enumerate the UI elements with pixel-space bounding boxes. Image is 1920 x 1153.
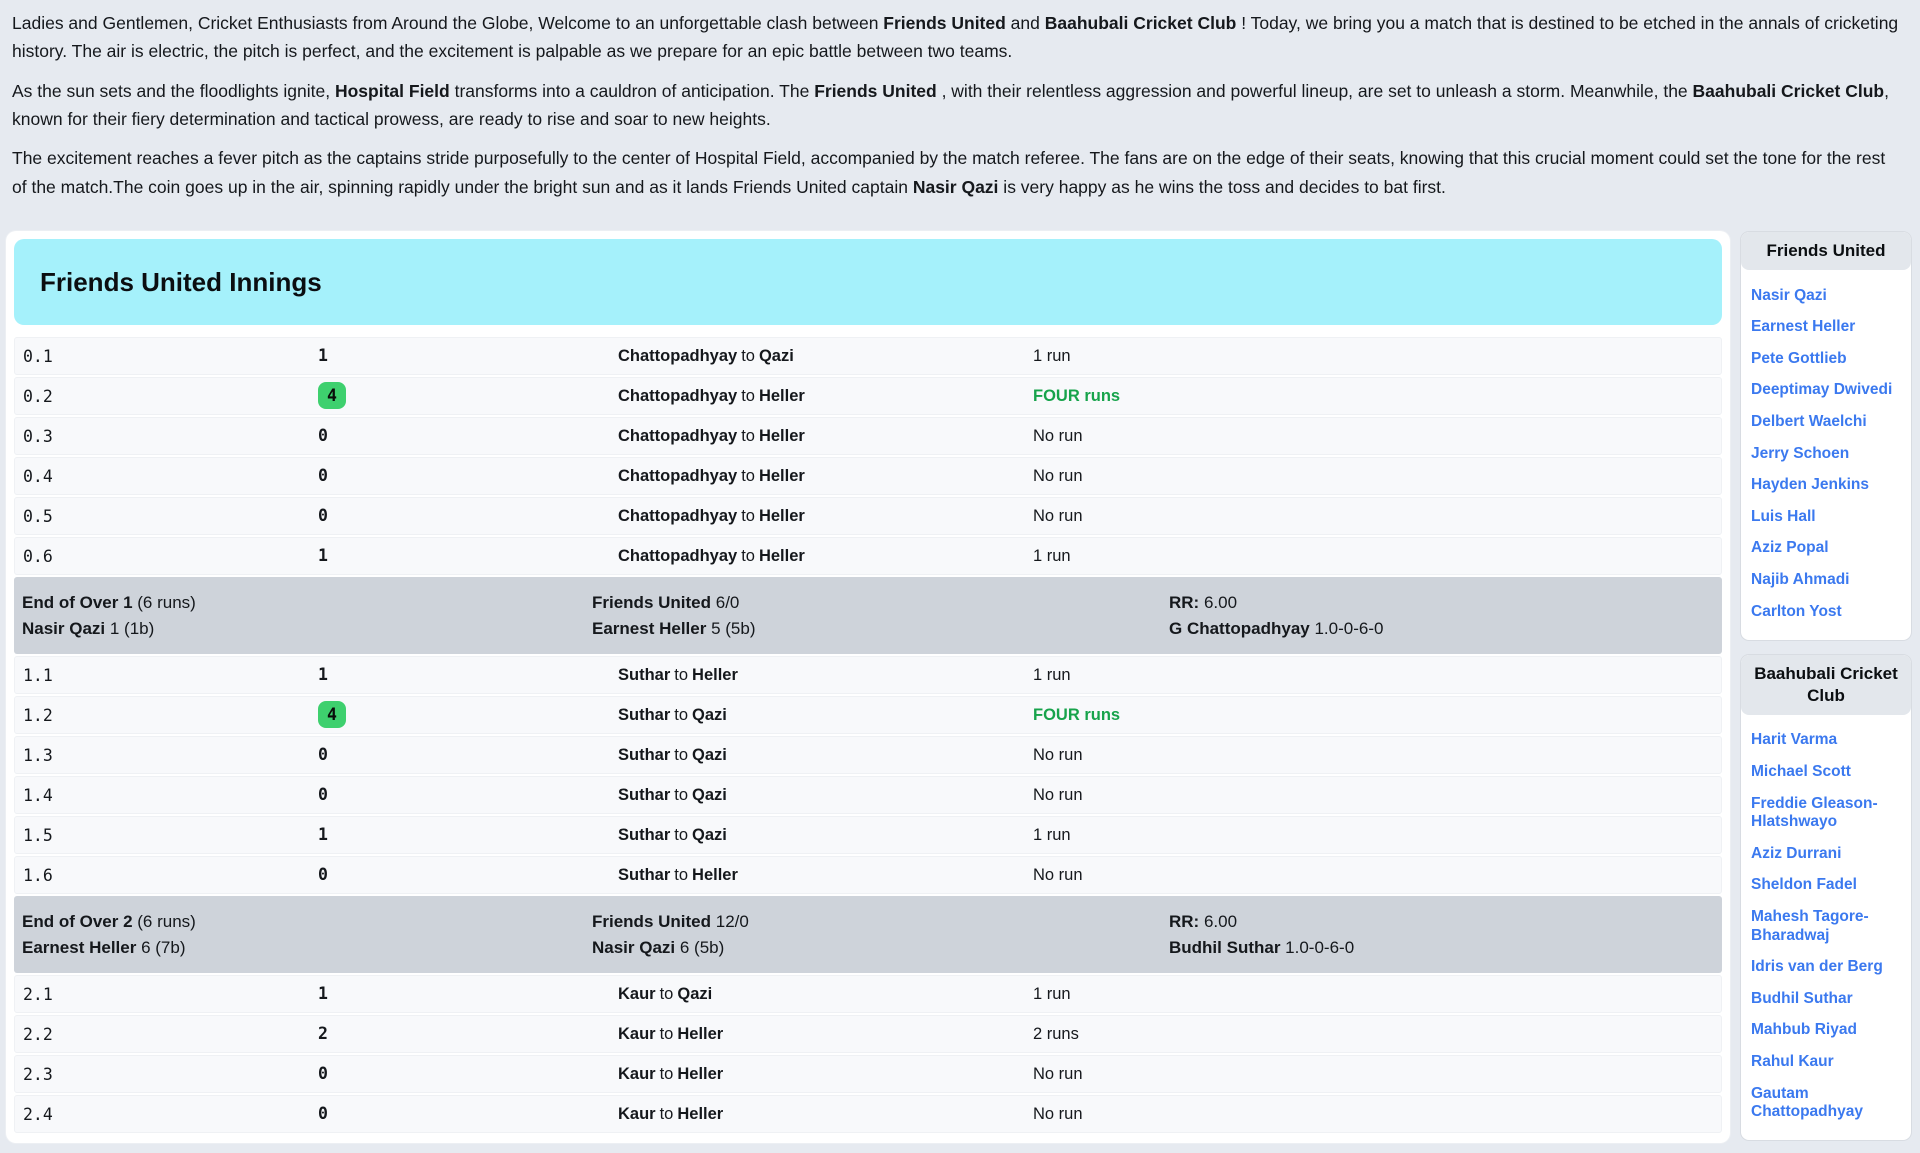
end-over-runs-note: (6 runs)	[132, 912, 196, 932]
player-link[interactable]: Luis Hall	[1751, 507, 1816, 525]
bowler-name: G Chattopadhyay	[1169, 618, 1310, 638]
ball-row	[14, 497, 1722, 535]
ball-number: 1.1	[23, 665, 53, 685]
player-link[interactable]: Rahul Kaur	[1751, 1052, 1834, 1070]
player-link[interactable]: Najib Ahmadi	[1751, 571, 1850, 588]
ball-runs-cell	[318, 386, 618, 406]
ball-runs-cell	[318, 785, 618, 805]
ball-commentary: 2 runs	[1033, 1024, 1079, 1043]
bowler-name: Suthar	[618, 825, 671, 844]
player-link[interactable]: Nasir Qazi	[1751, 286, 1827, 304]
end-over-bowler	[1169, 935, 1722, 961]
ball-runs-cell	[318, 865, 618, 885]
player-link[interactable]: Pete Gottlieb	[1751, 349, 1847, 367]
end-over-bowler	[1169, 616, 1722, 642]
venue-name-mention: Hospital Field	[334, 80, 450, 101]
ball-number: 1.3	[23, 745, 53, 765]
team-card-friends-united	[1740, 231, 1912, 641]
player-link[interactable]: Jerry Schoen	[1751, 444, 1850, 462]
ball-matchup	[618, 746, 1033, 765]
bowler-name: Suthar	[618, 785, 671, 804]
to-label: to	[741, 466, 755, 485]
bowler-name: Chattopadhyay	[618, 546, 738, 565]
ball-number: 2.4	[23, 1104, 53, 1124]
end-over-team-score	[592, 909, 1169, 935]
text-segment: , with their relentless aggression and powerful lineup, are set to unleash a storm. Meanwhile, the	[936, 80, 1693, 101]
batsman-name: Heller	[758, 546, 805, 565]
bowler-name: Suthar	[618, 745, 671, 764]
end-over-column-score	[592, 909, 1169, 960]
ball-number: 2.2	[23, 1024, 53, 1044]
batsman-name: Qazi	[692, 785, 727, 804]
ball-row	[14, 975, 1722, 1013]
ball-runs-cell	[318, 346, 618, 366]
text-segment: and	[1005, 13, 1045, 33]
bowler-name: Chattopadhyay	[618, 466, 738, 485]
non-striker-name: Earnest Heller	[592, 618, 707, 638]
ball-runs-cell	[318, 825, 618, 845]
ball-number: 1.6	[23, 865, 53, 885]
text-segment: As the sun sets and the floodlights ignite,	[12, 80, 335, 101]
ball-matchup	[618, 387, 1033, 406]
player-link[interactable]: Budhil Suthar	[1751, 989, 1853, 1007]
ball-runs-cell	[318, 705, 618, 725]
ball-matchup	[618, 1105, 1033, 1124]
ball-commentary: No run	[1033, 1104, 1083, 1123]
end-over-heading	[22, 909, 592, 935]
batsman-name: Heller	[758, 386, 805, 405]
ball-commentary: 1 run	[1033, 346, 1071, 365]
end-over-heading	[22, 590, 592, 616]
ball-runs-value: 4	[318, 382, 346, 409]
player-link[interactable]: Idris van der Berg	[1751, 958, 1883, 976]
to-label: to	[741, 386, 755, 405]
to-label: to	[659, 984, 674, 1003]
ball-matchup	[618, 507, 1033, 526]
end-over-runs-note: (6 runs)	[132, 593, 196, 613]
player-link[interactable]: Delbert Waelchi	[1751, 413, 1867, 431]
team-name-mention: Baahubali Cricket Club	[1692, 80, 1885, 101]
ball-runs-cell	[318, 1064, 618, 1084]
end-of-over-summary	[14, 896, 1722, 973]
end-over-title: End of Over 1	[22, 593, 133, 613]
ball-runs-cell	[318, 546, 618, 566]
to-label: to	[659, 1064, 674, 1083]
ball-commentary: FOUR runs	[1033, 705, 1121, 724]
bowler-name: Budhil Suthar	[1169, 937, 1281, 957]
player-link[interactable]: Earnest Heller	[1751, 318, 1856, 336]
ball-matchup	[618, 985, 1033, 1004]
ball-row	[14, 776, 1722, 814]
striker-name: Nasir Qazi	[22, 618, 106, 638]
end-over-non-striker	[592, 935, 1169, 961]
ball-matchup	[618, 706, 1033, 725]
bowler-name: Kaur	[618, 1064, 656, 1083]
ball-runs-value: 1	[318, 665, 328, 685]
text-segment: Ladies and Gentlemen, Cricket Enthusiasts from Around the Globe, Welcome to an unforgettable clash between	[12, 13, 884, 33]
team-name: Friends United	[592, 912, 712, 932]
ball-row	[14, 377, 1722, 415]
ball-runs-value: 1	[318, 825, 328, 845]
bowler-figures: 1.0-0-6-0	[1309, 618, 1384, 638]
team-name: Friends United	[592, 593, 712, 613]
ball-row	[14, 816, 1722, 854]
end-over-non-striker	[592, 616, 1169, 642]
bowler-name: Suthar	[618, 865, 671, 884]
ball-number: 2.1	[23, 984, 53, 1004]
ball-runs-cell	[318, 1104, 618, 1124]
player-link[interactable]: Harit Varma	[1751, 731, 1838, 749]
team-name-mention: Friends United	[883, 13, 1006, 33]
ball-runs-value: 0	[318, 865, 328, 885]
ball-runs-cell	[318, 984, 618, 1004]
ball-matchup	[618, 826, 1033, 845]
to-label: to	[674, 785, 689, 804]
striker-stat: 6 (7b)	[136, 937, 186, 957]
ball-by-ball-list	[14, 337, 1722, 1133]
run-rate-label: RR:	[1169, 593, 1200, 613]
ball-runs-cell	[318, 745, 618, 765]
ball-runs-value: 1	[318, 984, 328, 1004]
end-over-striker	[22, 935, 592, 961]
player-link[interactable]: Mahesh Tagore-Bharadwaj	[1751, 907, 1869, 944]
run-rate-value: 6.00	[1199, 912, 1238, 932]
ball-runs-value: 0	[318, 1104, 328, 1124]
player-link[interactable]: Gautam Chattopadhyay	[1751, 1084, 1863, 1121]
player-link[interactable]: Carlton Yost	[1751, 602, 1842, 620]
to-label: to	[741, 346, 755, 365]
team-name-mention: Friends United	[814, 80, 937, 101]
text-segment: ! Today, we bring you a match that is destined to be etched in the annals of cricketing history. The air is electric, the pitch is perfect, and the excitement is palpable as we prepare for an epic battle between two teams.	[12, 13, 1899, 62]
ball-commentary: 1 run	[1033, 665, 1071, 684]
batsman-name: Qazi	[758, 346, 794, 365]
ball-commentary: No run	[1033, 506, 1083, 525]
bowler-name: Kaur	[618, 1104, 656, 1123]
batsman-name: Heller	[677, 1024, 724, 1043]
to-label: to	[741, 506, 755, 525]
intro-paragraph-2	[12, 77, 1904, 134]
team-card-title: Friends United	[1741, 232, 1911, 270]
ball-matchup	[618, 1025, 1033, 1044]
end-over-column-bowling	[1169, 909, 1722, 960]
ball-row	[14, 337, 1722, 375]
bowler-name: Chattopadhyay	[618, 426, 738, 445]
ball-number: 0.5	[23, 506, 53, 526]
batsman-name: Heller	[677, 1064, 724, 1083]
ball-commentary: FOUR runs	[1033, 386, 1121, 405]
ball-row	[14, 457, 1722, 495]
end-over-run-rate	[1169, 909, 1722, 935]
bowler-name: Chattopadhyay	[618, 506, 738, 525]
ball-matchup	[618, 1065, 1033, 1084]
ball-number: 0.1	[23, 346, 53, 366]
player-link[interactable]: Freddie Gleason-Hlatshwayo	[1751, 794, 1878, 831]
text-segment: is very happy as he wins the toss and decides to bat first.	[998, 176, 1446, 197]
team-name-mention: Baahubali Cricket Club	[1044, 13, 1237, 33]
ball-matchup	[618, 467, 1033, 486]
ball-number: 1.2	[23, 705, 53, 725]
innings-title: Friends United Innings	[40, 266, 322, 297]
end-over-column-over	[22, 909, 592, 960]
batsman-name: Heller	[758, 506, 805, 525]
end-over-team-score	[592, 590, 1169, 616]
to-label: to	[659, 1104, 674, 1123]
ball-row	[14, 1055, 1722, 1093]
bowler-name: Suthar	[618, 705, 671, 724]
ball-number: 0.6	[23, 546, 53, 566]
player-list-friends-united	[1741, 280, 1911, 628]
to-label: to	[741, 546, 755, 565]
team-score: 6/0	[711, 593, 740, 613]
ball-number: 1.4	[23, 785, 53, 805]
ball-commentary: No run	[1033, 1064, 1083, 1083]
ball-runs-value: 0	[318, 506, 328, 526]
ball-runs-cell	[318, 1024, 618, 1044]
teams-sidebar	[1740, 231, 1912, 1141]
ball-row	[14, 736, 1722, 774]
batsman-name: Heller	[692, 865, 738, 884]
team-card-baahubali-cricket-club	[1740, 654, 1912, 1142]
end-over-column-score	[592, 590, 1169, 641]
player-link[interactable]: Aziz Durrani	[1751, 844, 1842, 862]
ball-runs-value: 0	[318, 785, 328, 805]
end-over-column-over	[22, 590, 592, 641]
ball-row	[14, 537, 1722, 575]
run-rate-value: 6.00	[1199, 593, 1238, 613]
ball-matchup	[618, 786, 1033, 805]
ball-number: 0.2	[23, 386, 53, 406]
intro-paragraph-3	[12, 144, 1904, 201]
batsman-name: Qazi	[692, 745, 727, 764]
bowler-name: Kaur	[618, 984, 656, 1003]
end-of-over-summary	[14, 577, 1722, 654]
non-striker-name: Nasir Qazi	[592, 937, 676, 957]
player-list-baahubali-cricket-club	[1741, 725, 1911, 1128]
ball-row	[14, 1015, 1722, 1053]
ball-runs-value: 0	[318, 1064, 328, 1084]
non-striker-stat: 6 (5b)	[675, 937, 725, 957]
to-label: to	[741, 426, 755, 445]
bowler-name: Suthar	[618, 665, 671, 684]
ball-row	[14, 417, 1722, 455]
end-over-title: End of Over 2	[22, 912, 133, 932]
ball-commentary: No run	[1033, 785, 1083, 804]
bowler-figures: 1.0-0-6-0	[1280, 937, 1355, 957]
end-over-striker	[22, 616, 592, 642]
batsman-name: Heller	[758, 466, 805, 485]
ball-commentary: No run	[1033, 426, 1083, 445]
ball-matchup	[618, 866, 1033, 885]
ball-commentary: No run	[1033, 466, 1083, 485]
to-label: to	[674, 825, 689, 844]
player-link[interactable]: Hayden Jenkins	[1751, 476, 1870, 494]
ball-commentary: 1 run	[1033, 825, 1071, 844]
player-link[interactable]: Michael Scott	[1751, 762, 1851, 780]
to-label: to	[674, 745, 689, 764]
ball-commentary: No run	[1033, 745, 1083, 764]
player-link[interactable]: Aziz Popal	[1751, 539, 1829, 557]
end-over-column-bowling	[1169, 590, 1722, 641]
innings-panel	[6, 231, 1730, 1143]
ball-matchup	[618, 347, 1033, 366]
ball-runs-value: 0	[318, 426, 328, 446]
ball-commentary: 1 run	[1033, 984, 1071, 1003]
batsman-name: Heller	[692, 665, 738, 684]
team-score: 12/0	[711, 912, 749, 932]
text-segment: The excitement reaches a fever pitch as the captains stride purposefully to the center of Hospital Field, accompanied by the match referee. The fans are on the edge of their seats, knowing that this crucial moment could set the tone for the rest of the match.The coin goes up in the air, spinning rapidly under the bright sun and as it lands Friends United captain	[12, 148, 1886, 197]
player-link[interactable]: Mahbub Riyad	[1751, 1021, 1857, 1039]
batsman-name: Qazi	[692, 825, 727, 844]
to-label: to	[674, 705, 689, 724]
end-over-run-rate	[1169, 590, 1722, 616]
batsman-name: Heller	[758, 426, 805, 445]
ball-runs-value: 1	[318, 546, 328, 566]
to-label: to	[674, 665, 689, 684]
striker-name: Earnest Heller	[22, 937, 137, 957]
ball-runs-value: 0	[318, 745, 328, 765]
ball-number: 0.4	[23, 466, 53, 486]
ball-matchup	[618, 547, 1033, 566]
batsman-name: Qazi	[677, 984, 713, 1003]
intro-paragraph-1	[12, 9, 1904, 66]
ball-number: 2.3	[23, 1064, 53, 1084]
team-card-title: Baahubali Cricket Club	[1741, 655, 1911, 715]
striker-stat: 1 (1b)	[105, 618, 155, 638]
player-link[interactable]: Deeptimay Dwivedi	[1751, 381, 1893, 399]
ball-runs-cell	[318, 665, 618, 685]
ball-runs-value: 1	[318, 346, 328, 366]
ball-number: 1.5	[23, 825, 53, 845]
text-segment: transforms into a cauldron of anticipation. The	[449, 80, 815, 101]
player-link[interactable]: Sheldon Fadel	[1751, 876, 1857, 894]
ball-runs-cell	[318, 466, 618, 486]
bowler-name: Chattopadhyay	[618, 346, 738, 365]
innings-header	[14, 239, 1722, 325]
ball-row	[14, 696, 1722, 734]
bowler-name: Kaur	[618, 1024, 656, 1043]
non-striker-stat: 5 (5b)	[706, 618, 756, 638]
ball-runs-value: 0	[318, 466, 328, 486]
ball-matchup	[618, 666, 1033, 685]
content-layout	[0, 231, 1920, 1143]
ball-commentary: No run	[1033, 865, 1083, 884]
text-segment: , known for their fiery determination and tactical prowess, are ready to rise and soar to new heights.	[12, 80, 1889, 130]
ball-row	[14, 656, 1722, 694]
bowler-name: Chattopadhyay	[618, 386, 738, 405]
ball-runs-cell	[318, 426, 618, 446]
match-commentary-intro	[0, 0, 1920, 201]
batsman-name: Qazi	[692, 705, 727, 724]
to-label: to	[659, 1024, 674, 1043]
ball-commentary: 1 run	[1033, 546, 1071, 565]
run-rate-label: RR:	[1169, 912, 1200, 932]
ball-matchup	[618, 427, 1033, 446]
ball-runs-cell	[318, 506, 618, 526]
captain-name-mention: Nasir Qazi	[912, 176, 999, 197]
ball-row	[14, 856, 1722, 894]
ball-row	[14, 1095, 1722, 1133]
to-label: to	[674, 865, 689, 884]
ball-runs-value: 2	[318, 1024, 328, 1044]
ball-number: 0.3	[23, 426, 53, 446]
batsman-name: Heller	[677, 1104, 724, 1123]
ball-runs-value: 4	[318, 701, 346, 728]
